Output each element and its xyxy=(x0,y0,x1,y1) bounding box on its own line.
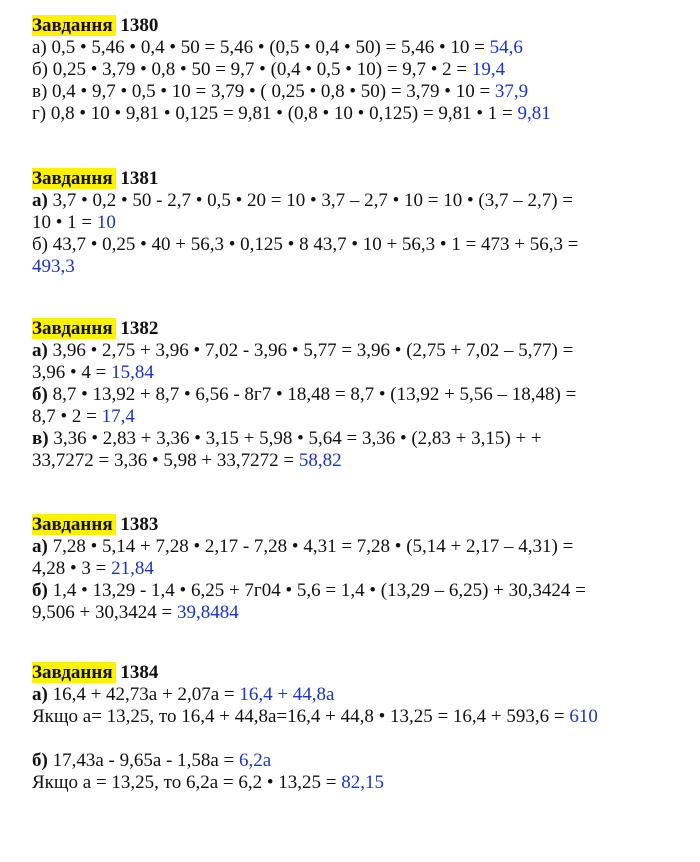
solution-line xyxy=(32,450,692,472)
task-title-highlight xyxy=(32,318,116,339)
task-title xyxy=(32,662,692,684)
solution-text: 3,36 • 2,83 + 3,36 • 3,15 + 5,98 • 5,64 = 3,36 • (2,83 + 3,15) + + xyxy=(48,428,542,449)
task-title-highlight xyxy=(32,168,116,189)
solution-line xyxy=(32,772,692,794)
solution-answer: 21,84 xyxy=(111,558,154,579)
solution-line xyxy=(32,580,692,602)
solution-text: 8,7 • 13,92 + 8,7 • 6,56 - 8г7 • 18,48 = 8,7 • (13,92 + 5,56 – 18,48) = xyxy=(47,384,577,405)
part-label: а) xyxy=(32,684,48,705)
part-label: б) xyxy=(32,580,48,601)
solution-answer: 610 xyxy=(569,706,598,727)
task-number: 1380 xyxy=(120,15,159,36)
task-1384 xyxy=(32,662,692,794)
task-1380 xyxy=(32,15,692,125)
solution-line xyxy=(32,362,692,384)
task-number: 1384 xyxy=(120,662,159,683)
solution-text: 3,96 • 2,75 + 3,96 • 7,02 - 3,96 • 5,77 = 3,96 • (2,75 + 7,02 – 5,77) = xyxy=(47,340,574,361)
solution-text: 9,506 + 30,3424 = xyxy=(32,602,177,623)
task-title-word: Завдання xyxy=(32,168,113,189)
solution-text: б) 0,25 • 3,79 • 0,8 • 50 = 9,7 • (0,4 • 0,5 • 10) = 9,7 • 2 = xyxy=(32,59,472,80)
solution-text: 3,7 • 0,2 • 50 - 2,7 • 0,5 • 20 = 10 • 3,7 – 2,7 • 10 = 10 • (3,7 – 2,7) = xyxy=(47,190,574,211)
solution-line xyxy=(32,340,692,362)
solution-line xyxy=(32,234,692,256)
solution-answer: 9,81 xyxy=(517,103,551,124)
task-number: 1382 xyxy=(120,318,159,339)
solution-line xyxy=(32,750,692,772)
solution-answer: 39,8484 xyxy=(176,602,239,623)
solution-answer: 17,4 xyxy=(101,406,135,427)
solution-answer: 15,84 xyxy=(111,362,154,383)
solution-text: Якщо а = 13,25, то 6,2a = 6,2 • 13,25 = xyxy=(32,772,342,793)
solution-text: 3,96 • 4 = xyxy=(32,362,112,383)
solution-line xyxy=(32,103,692,125)
solution-text: б) 43,7 • 0,25 • 40 + 56,3 • 0,125 • 8 43,7 • 10 + 56,3 • 1 = 473 + 56,3 = xyxy=(32,234,579,255)
solution-line xyxy=(32,384,692,406)
task-title xyxy=(32,318,692,340)
solution-line xyxy=(32,406,692,428)
solution-text: в) 0,4 • 9,7 • 0,5 • 10 = 3,79 • ( 0,25 • 0,8 • 50) = 3,79 • 10 = xyxy=(32,81,495,102)
task-1383 xyxy=(32,514,692,624)
task-number: 1383 xyxy=(120,514,159,535)
solution-answer: 58,82 xyxy=(298,450,342,471)
solution-answer: 19,4 xyxy=(471,59,506,80)
solution-text: 16,4 + 42,73a + 2,07a = xyxy=(47,684,240,705)
solution-text: 1,4 • 13,29 - 1,4 • 6,25 + 7г04 • 5,6 = 1,4 • (13,29 – 6,25) + 30,3424 = xyxy=(47,580,586,601)
task-title-word: Завдання xyxy=(32,662,113,683)
solution-line xyxy=(32,602,692,624)
solution-text: г) 0,8 • 10 • 9,81 • 0,125 = 9,81 • (0,8 • 10 • 0,125) = 9,81 • 1 = xyxy=(32,103,518,124)
solution-text: 33,7272 = 3,36 • 5,98 + 33,7272 = xyxy=(32,450,299,471)
task-title xyxy=(32,15,692,37)
solution-text: 7,28 • 5,14 + 7,28 • 2,17 - 7,28 • 4,31 = 7,28 • (5,14 + 2,17 – 4,31) = xyxy=(47,536,574,557)
task-title-word: Завдання xyxy=(32,15,113,36)
solution-line xyxy=(32,684,692,706)
part-label: б) xyxy=(32,750,48,771)
solution-line xyxy=(32,81,692,103)
task-title-highlight xyxy=(32,15,116,36)
solution-text: 10 • 1 = xyxy=(32,212,97,233)
solution-answer: 493,3 xyxy=(32,256,75,277)
solution-answer: 82,15 xyxy=(341,772,385,793)
part-label: в) xyxy=(32,428,49,449)
solution-line xyxy=(32,706,692,728)
solution-text: Якщо а= 13,25, то 16,4 + 44,8a=16,4 + 44,8 • 13,25 = 16,4 + 593,6 = xyxy=(32,706,570,727)
task-1381 xyxy=(32,168,692,278)
task-title-highlight xyxy=(32,662,116,683)
solution-line xyxy=(32,428,692,450)
solution-line xyxy=(32,59,692,81)
solution-answer: 37,9 xyxy=(494,81,529,102)
solution-answer: 54,6 xyxy=(489,37,523,58)
solution-line xyxy=(32,212,692,234)
blank-line xyxy=(32,728,692,750)
task-title-word: Завдання xyxy=(32,514,113,535)
task-title xyxy=(32,514,692,536)
part-label: б) xyxy=(32,384,48,405)
solution-line xyxy=(32,190,692,212)
solution-line xyxy=(32,558,692,580)
task-1382 xyxy=(32,318,692,472)
solution-answer: 10 xyxy=(96,212,116,233)
solution-answer: 6,2a xyxy=(239,750,272,771)
solution-line xyxy=(32,37,692,59)
part-label: а) xyxy=(32,190,48,211)
solution-answer: 16,4 + 44,8a xyxy=(239,684,335,705)
solution-text: 17,43a - 9,65a - 1,58a = xyxy=(47,750,239,771)
task-number: 1381 xyxy=(120,168,159,189)
solution-text: 8,7 • 2 = xyxy=(32,406,102,427)
task-title xyxy=(32,168,692,190)
solution-text: 4,28 • 3 = xyxy=(32,558,112,579)
solution-line xyxy=(32,256,692,278)
task-title-highlight xyxy=(32,514,116,535)
solution-line xyxy=(32,536,692,558)
part-label: а) xyxy=(32,536,48,557)
task-title-word: Завдання xyxy=(32,318,113,339)
solution-text: а) 0,5 • 5,46 • 0,4 • 50 = 5,46 • (0,5 • 0,4 • 50) = 5,46 • 10 = xyxy=(32,37,490,58)
part-label: а) xyxy=(32,340,48,361)
